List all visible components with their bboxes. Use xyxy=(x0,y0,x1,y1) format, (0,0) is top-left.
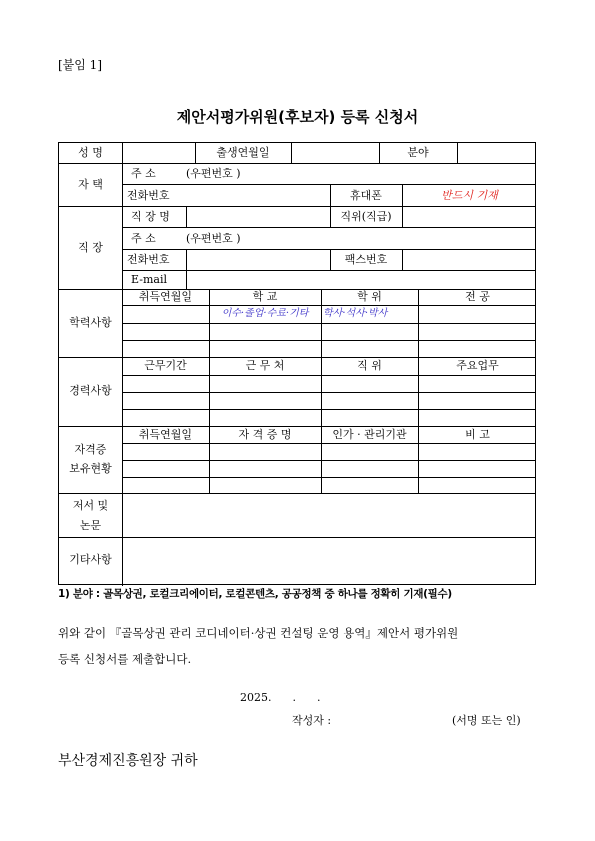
career-header-workplace: 근 무 처 xyxy=(245,359,285,372)
publications-label-1: 저서 및 xyxy=(72,499,109,512)
publications-label-2: 논문 xyxy=(79,519,102,532)
home-label: 자 택 xyxy=(78,178,103,191)
mobile-required-note: 반드시 기재 xyxy=(441,189,498,202)
work-label: 직 장 xyxy=(78,241,103,254)
cert-header-date: 취득연월일 xyxy=(138,428,193,441)
email-label: E-mail xyxy=(131,273,167,286)
mobile-label: 휴대폰 xyxy=(350,189,382,202)
education-label: 학력사항 xyxy=(69,316,112,329)
submission-date: 2025. . . xyxy=(240,691,321,704)
company-name-label: 직 장 명 xyxy=(131,210,170,223)
work-address-label: 주 소 xyxy=(131,232,156,245)
career-header-duties: 주요업무 xyxy=(456,359,499,372)
cert-label-2: 보유현황 xyxy=(69,462,112,475)
field-footnote: 1) 분야 : 골목상권, 로컬크리에이터, 로컬콘텐츠, 공공정책 중 하나를 정확히 기재(필수) xyxy=(58,588,452,600)
cert-label-1: 자격증 xyxy=(74,443,107,456)
birth-date-label: 출생연월일 xyxy=(216,146,270,159)
cert-header-name: 자 격 증 명 xyxy=(238,428,292,441)
cert-header-authority: 인가 · 관리기관 xyxy=(332,428,407,441)
fax-label: 팩스번호 xyxy=(344,253,388,266)
position-label: 직위(직급) xyxy=(340,210,392,223)
edu-header-date: 취득연월일 xyxy=(138,290,193,303)
addressee: 부산경제진흥원장 귀하 xyxy=(58,753,198,769)
application-form xyxy=(58,142,536,585)
edu-header-school: 학 교 xyxy=(252,290,278,303)
name-label: 성 명 xyxy=(78,146,103,159)
edu-school-hint: 이수·졸업·수료·기타 xyxy=(221,308,309,319)
field-label: 분야 xyxy=(407,146,429,159)
edu-header-degree: 학 위 xyxy=(357,290,382,303)
career-header-position: 직 위 xyxy=(357,359,382,372)
edu-header-major: 전 공 xyxy=(465,290,490,303)
work-postal-code: (우편번호 ) xyxy=(186,232,241,245)
career-header-period: 근무기간 xyxy=(144,359,187,372)
writer-label: 작성자 : xyxy=(292,714,332,727)
attachment-label: [붙임 1] xyxy=(58,58,102,72)
statement-line-2: 등록 신청서를 제출합니다. xyxy=(58,652,192,666)
statement-line-1: 위와 같이 『골목상권 관리 코디네이터·상권 컨설팅 운영 용역』제안서 평가위원 xyxy=(58,626,459,640)
work-phone-label: 전화번호 xyxy=(127,253,170,266)
home-postal-code: (우편번호 ) xyxy=(186,167,241,180)
home-phone-label: 전화번호 xyxy=(127,189,170,202)
career-label: 경력사항 xyxy=(69,384,112,397)
page-title: 제안서평가위원(후보자) 등록 신청서 xyxy=(176,108,419,126)
other-label: 기타사항 xyxy=(69,553,112,566)
home-address-label: 주 소 xyxy=(131,167,156,180)
cert-header-remarks: 비 고 xyxy=(465,428,490,441)
edu-degree-hint: 학사·석사·박사 xyxy=(323,308,388,319)
signature-label: (서명 또는 인) xyxy=(452,714,521,727)
